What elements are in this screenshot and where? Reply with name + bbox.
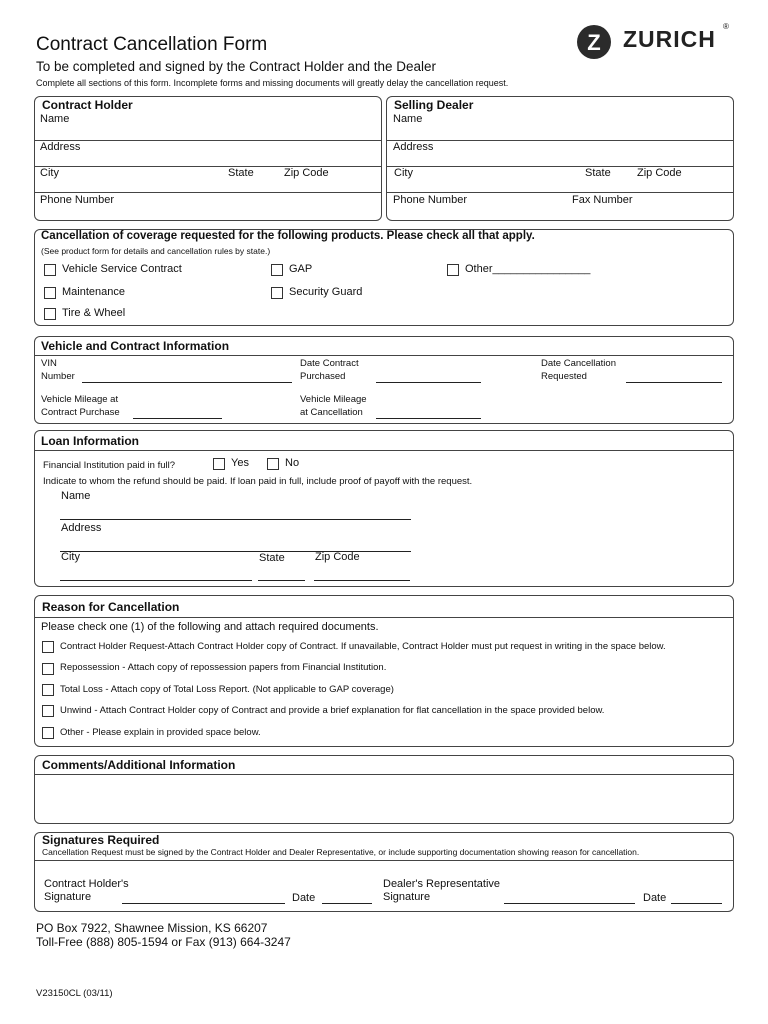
date-cancel-input[interactable]: [626, 382, 722, 383]
holder-date-label: Date: [292, 892, 316, 904]
mileage-purchase-label-line2: Contract Purchase: [41, 407, 120, 418]
divider: [35, 192, 381, 193]
maintenance-checkbox[interactable]: [44, 287, 56, 299]
mileage-purchase-label-line1: Vehicle Mileage at: [41, 394, 119, 405]
vin-input[interactable]: [82, 382, 292, 383]
contact-phone: Toll-Free (888) 805-1594 or Fax (913) 664-3247: [36, 935, 291, 949]
other-coverage-label: Other________________: [465, 263, 591, 275]
comments-input[interactable]: [36, 776, 732, 822]
holder-signature-input[interactable]: [122, 903, 285, 904]
loan-zip-input[interactable]: [314, 580, 410, 581]
reason-instruction: Please check one (1) of the following and attach required documents.: [41, 621, 379, 633]
instructions-note: Complete all sections of this form. Incomplete forms and missing documents will greatly delay the cancellation request.: [36, 78, 509, 88]
paid-in-full-question: Financial Institution paid in full?: [43, 460, 176, 471]
dealer-address-label: Address: [393, 141, 434, 153]
holder-date-input[interactable]: [322, 903, 372, 904]
coverage-heading: Cancellation of coverage requested for the following products. Please check all that apply.: [41, 230, 535, 242]
selling-dealer-heading: Selling Dealer: [394, 98, 474, 112]
holder-signature-label-line2: Signature: [44, 891, 92, 903]
vin-label-line1: VIN: [41, 358, 57, 369]
other-coverage-checkbox[interactable]: [447, 264, 459, 276]
reason-repossession-checkbox[interactable]: [42, 663, 54, 675]
reason-heading: Reason for Cancellation: [42, 600, 180, 614]
loan-zip-label: Zip Code: [315, 551, 360, 563]
form-code: V23150CL (03/11): [36, 988, 113, 999]
brand-name: ZURICH: [623, 26, 716, 52]
security-guard-label: Security Guard: [289, 286, 363, 298]
holder-name-label: Name: [40, 113, 70, 125]
mailing-address: PO Box 7922, Shawnee Mission, KS 66207: [36, 921, 268, 935]
loan-name-input[interactable]: [60, 519, 411, 520]
signatures-heading: Signatures Required: [42, 833, 160, 847]
loan-city-label: City: [61, 551, 80, 563]
dealer-date-label: Date: [643, 892, 667, 904]
loan-state-input[interactable]: [258, 580, 305, 581]
vehicle-service-contract-checkbox[interactable]: [44, 264, 56, 276]
reason-holder-request-checkbox[interactable]: [42, 641, 54, 653]
coverage-section: [34, 229, 734, 326]
dealer-zip-label: Zip Code: [637, 167, 682, 179]
loan-section: [34, 430, 734, 587]
loan-address-label: Address: [61, 522, 102, 534]
divider: [387, 140, 733, 141]
divider: [35, 617, 733, 618]
divider: [35, 140, 381, 141]
refund-note: Indicate to whom the refund should be paid. If loan paid in full, include proof of payoff with the request.: [43, 476, 473, 487]
registered-mark: ®: [723, 22, 729, 31]
holder-address-label: Address: [40, 141, 81, 153]
dealer-signature-input[interactable]: [504, 903, 635, 904]
paid-no-checkbox[interactable]: [267, 458, 279, 470]
paid-no-label: No: [285, 457, 300, 469]
dealer-city-label: City: [394, 167, 413, 179]
zurich-logo-icon: [576, 24, 612, 60]
reason-repossession-label: Repossession - Attach copy of repossession papers from Financial Institution.: [60, 662, 387, 673]
divider: [387, 192, 733, 193]
page-subtitle: To be completed and signed by the Contract Holder and the Dealer: [36, 59, 436, 74]
gap-checkbox[interactable]: [271, 264, 283, 276]
holder-signature-label-line1: Contract Holder's: [44, 878, 129, 890]
loan-heading: Loan Information: [41, 434, 139, 448]
mileage-purchase-input[interactable]: [133, 418, 222, 419]
loan-state-label: State: [259, 552, 285, 564]
mileage-cancel-label-line2: at Cancellation: [300, 407, 363, 418]
dealer-signature-label-line2: Signature: [383, 891, 431, 903]
comments-heading: Comments/Additional Information: [42, 758, 236, 772]
mileage-cancel-input[interactable]: [376, 418, 481, 419]
maintenance-label: Maintenance: [62, 286, 125, 298]
divider: [35, 450, 733, 451]
page-title: Contract Cancellation Form: [36, 34, 268, 55]
vehicle-service-contract-label: Vehicle Service Contract: [62, 263, 182, 275]
logo-mark: Z: [587, 30, 601, 55]
reason-unwind-checkbox[interactable]: [42, 705, 54, 717]
reason-total-loss-label: Total Loss - Attach copy of Total Loss Report. (Not applicable to GAP coverage): [60, 684, 394, 695]
reason-other-label: Other - Please explain in provided space below.: [60, 727, 261, 738]
coverage-subnote: (See product form for details and cancellation rules by state.): [41, 246, 271, 256]
paid-yes-label: Yes: [231, 457, 249, 469]
holder-state-label: State: [228, 167, 254, 179]
date-purchased-label-line1: Date Contract: [300, 358, 359, 369]
reason-holder-request-label: Contract Holder Request-Attach Contract Holder copy of Contract. If unavailable, Contract Holder must put request in writing in the space below.: [60, 641, 666, 652]
holder-zip-label: Zip Code: [284, 167, 329, 179]
loan-city-input[interactable]: [60, 580, 252, 581]
dealer-signature-label-line1: Dealer's Representative: [383, 878, 501, 890]
holder-phone-label: Phone Number: [40, 194, 114, 206]
dealer-phone-label: Phone Number: [393, 194, 467, 206]
divider: [35, 774, 733, 775]
divider: [35, 166, 381, 167]
security-guard-checkbox[interactable]: [271, 287, 283, 299]
holder-city-label: City: [40, 167, 59, 179]
signatures-note: Cancellation Request must be signed by the Contract Holder and Dealer Representative, or include supporting documentation showing reason for cancellation.: [42, 847, 640, 857]
date-purchased-label-line2: Purchased: [300, 371, 346, 382]
vin-label-line2: Number: [41, 371, 75, 382]
reason-total-loss-checkbox[interactable]: [42, 684, 54, 696]
date-cancel-label-line1: Date Cancellation: [541, 358, 616, 369]
divider: [35, 860, 733, 861]
divider: [35, 355, 733, 356]
reason-unwind-label: Unwind - Attach Contract Holder copy of Contract and provide a brief explanation for flat cancellation in the space provided below.: [60, 705, 605, 716]
gap-label: GAP: [289, 263, 313, 275]
vehicle-heading: Vehicle and Contract Information: [41, 339, 230, 353]
contract-holder-heading: Contract Holder: [42, 98, 133, 112]
paid-yes-checkbox[interactable]: [213, 458, 225, 470]
loan-name-label: Name: [61, 490, 91, 502]
dealer-state-label: State: [585, 167, 611, 179]
date-purchased-input[interactable]: [376, 382, 481, 383]
tire-wheel-checkbox[interactable]: [44, 308, 56, 320]
reason-other-checkbox[interactable]: [42, 727, 54, 739]
dealer-date-input[interactable]: [671, 903, 722, 904]
date-cancel-label-line2: Requested: [541, 371, 587, 382]
mileage-cancel-label-line1: Vehicle Mileage: [300, 394, 367, 405]
dealer-name-label: Name: [393, 113, 423, 125]
tire-wheel-label: Tire & Wheel: [62, 307, 126, 319]
dealer-fax-label: Fax Number: [572, 194, 633, 206]
